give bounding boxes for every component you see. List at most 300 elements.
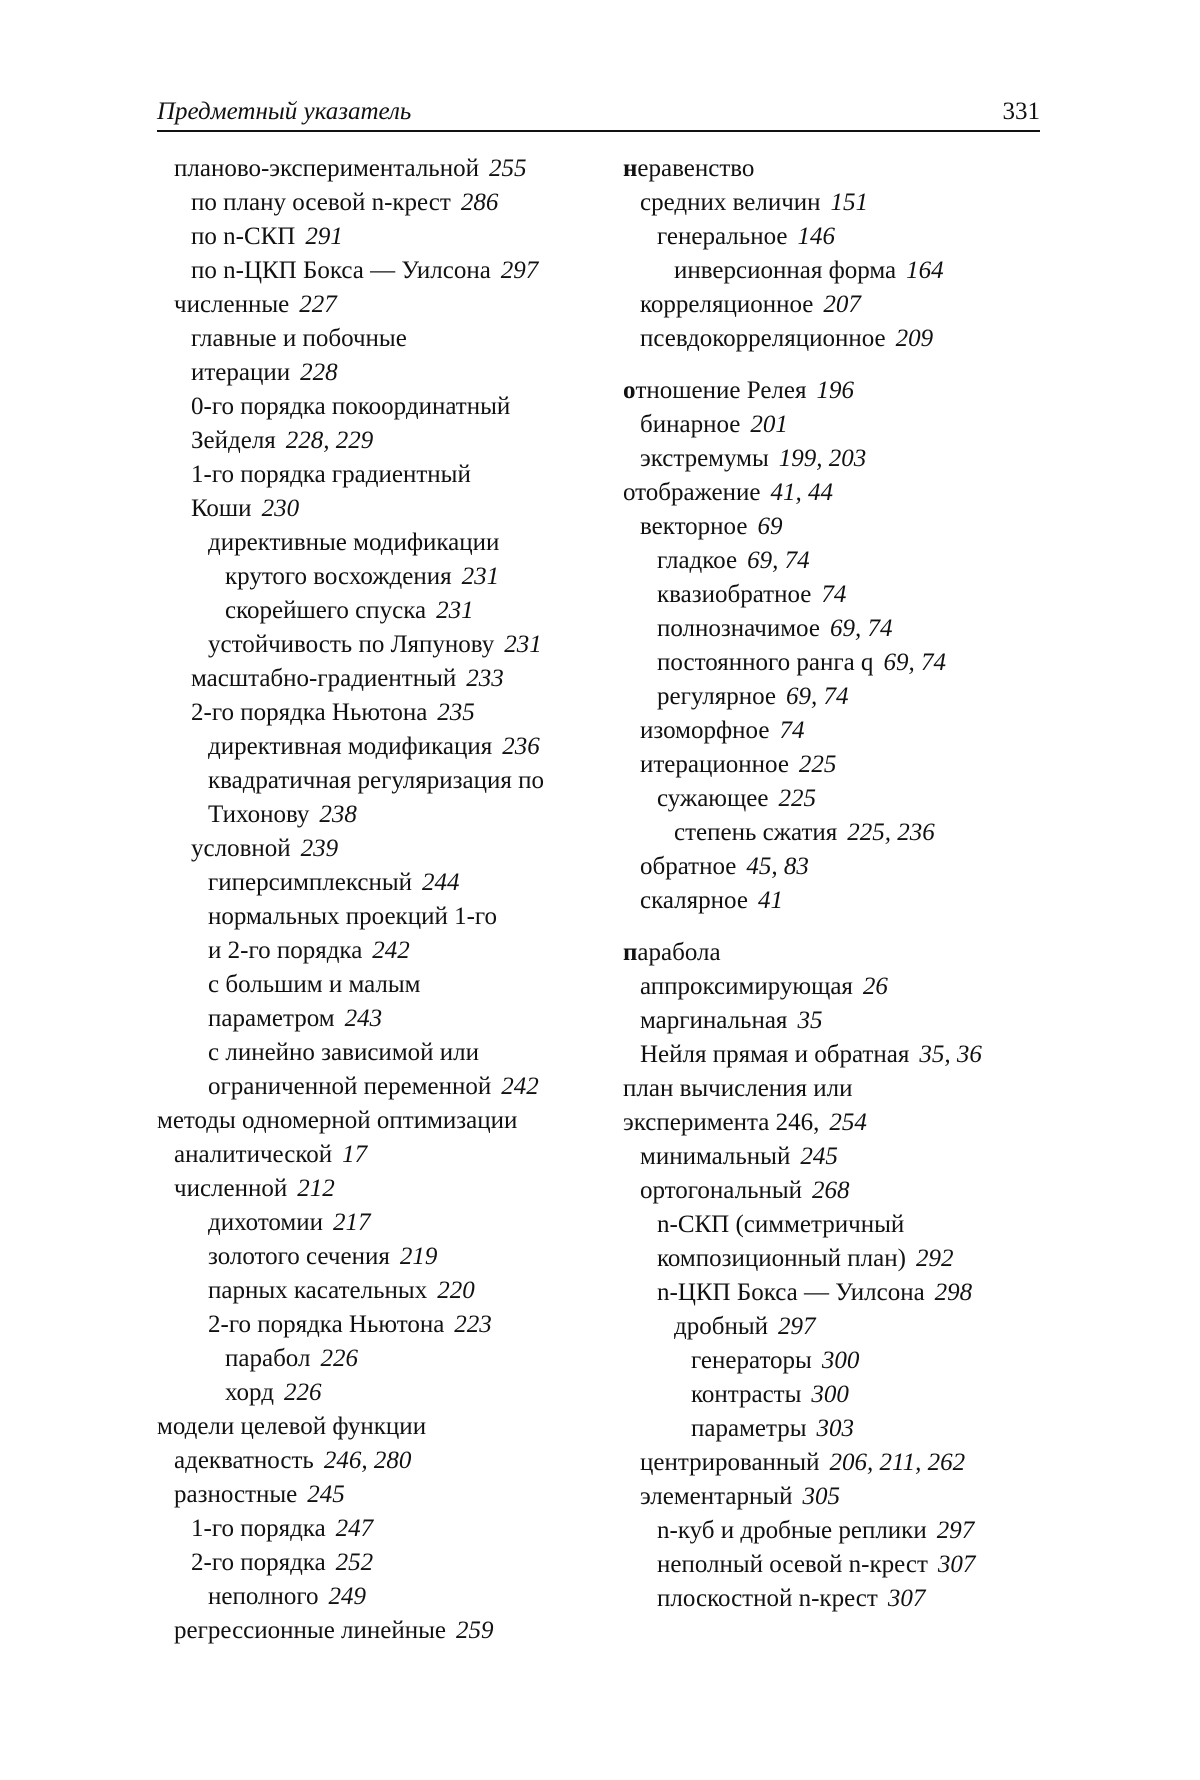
- index-term-text: парабол: [225, 1345, 311, 1372]
- index-term-text: модели целевой функции: [157, 1413, 427, 1440]
- index-term: [623, 377, 807, 404]
- index-term: [208, 1073, 491, 1100]
- index-term-text: хорд: [225, 1379, 274, 1406]
- index-page-refs: 164: [906, 257, 944, 284]
- index-term-text: еравенство: [637, 155, 755, 182]
- index-term: [640, 1177, 802, 1204]
- index-term: [623, 1109, 819, 1136]
- index-term-text: методы одномерной оптимизации: [157, 1107, 518, 1134]
- index-entry: [623, 1412, 1043, 1446]
- index-term: [191, 427, 276, 454]
- index-entry: [623, 1310, 1043, 1344]
- index-term: [191, 699, 427, 726]
- index-entry: [623, 476, 1043, 510]
- index-term: [640, 411, 740, 438]
- index-term: [640, 189, 821, 216]
- index-term: [640, 1449, 819, 1476]
- index-term-text: квадратичная регуляризация по: [208, 767, 544, 794]
- index-entry: [623, 850, 1043, 884]
- index-entry: [157, 1410, 597, 1444]
- index-term: [640, 1143, 790, 1170]
- index-page-refs: 245: [800, 1143, 838, 1170]
- index-page-refs: 292: [915, 1245, 954, 1272]
- index-entry: [157, 220, 597, 254]
- index-term-text: дихотомии: [208, 1209, 324, 1236]
- index-term-text: элементарный: [640, 1483, 793, 1510]
- index-entry: [157, 186, 597, 220]
- index-term-text: Зейделя: [191, 427, 276, 454]
- index-page-refs: 17: [342, 1141, 368, 1168]
- index-entry: [157, 730, 597, 764]
- index-term-text: изоморфное: [640, 717, 770, 744]
- index-term: [208, 971, 421, 998]
- index-page-refs: 243: [344, 1005, 383, 1032]
- index-entry: [157, 1138, 597, 1172]
- index-term: [174, 1617, 446, 1644]
- index-term-text: тношение Релея: [635, 377, 807, 404]
- index-term-text: директивная модификация: [208, 733, 493, 760]
- index-entry: [157, 594, 597, 628]
- index-page-refs: 226: [283, 1379, 322, 1406]
- index-term-text: с большим и малым: [208, 971, 421, 998]
- index-entry: [623, 680, 1043, 714]
- index-term: [191, 223, 295, 250]
- index-entry: [623, 1582, 1043, 1616]
- index-term-text: численной: [174, 1175, 288, 1202]
- index-term: [623, 1075, 853, 1102]
- index-term: [191, 835, 291, 862]
- index-term: [657, 785, 768, 812]
- index-page-refs: 225: [778, 785, 816, 812]
- index-term: [191, 1515, 326, 1542]
- index-page-refs: 207: [823, 291, 861, 318]
- index-term: [174, 291, 289, 318]
- index-page-refs: 69, 74: [883, 649, 946, 676]
- index-page-refs: 231: [504, 631, 542, 658]
- index-term: [208, 1311, 444, 1338]
- index-term: [225, 597, 426, 624]
- index-column-right: [623, 152, 1043, 1616]
- index-term: [225, 563, 452, 590]
- index-entry: [157, 560, 597, 594]
- index-term: [640, 751, 789, 778]
- index-page-refs: 303: [816, 1415, 855, 1442]
- index-entry: [157, 458, 597, 492]
- index-term: [623, 155, 754, 182]
- running-header-title: Предметный указатель: [157, 98, 412, 125]
- index-page-refs: 305: [802, 1483, 841, 1510]
- index-term-text: по плану осевой n-крест: [191, 189, 451, 216]
- index-term-text: условной: [191, 835, 291, 862]
- index-term: [208, 937, 362, 964]
- index-page-refs: 291: [305, 223, 343, 250]
- index-page-refs: 35: [797, 1007, 823, 1034]
- index-page-refs: 297: [778, 1313, 816, 1340]
- index-term-text: гладкое: [657, 547, 738, 574]
- index-term-text: бинарное: [640, 411, 741, 438]
- index-term-text: маргинальная: [640, 1007, 788, 1034]
- index-page-refs: 252: [335, 1549, 374, 1576]
- index-term: [208, 733, 492, 760]
- index-entry: [157, 1444, 597, 1478]
- index-page-refs: 235: [437, 699, 475, 726]
- index-entry: [157, 390, 597, 424]
- index-term-text: композиционный план): [657, 1245, 906, 1272]
- index-term-text: генераторы: [691, 1347, 812, 1374]
- index-entry: [157, 900, 597, 934]
- index-term: [191, 257, 491, 284]
- index-page-refs: 242: [372, 937, 410, 964]
- index-entry: [623, 254, 1043, 288]
- index-term: [191, 665, 456, 692]
- index-term-text: по n-СКП: [191, 223, 296, 250]
- index-term-text: устойчивость по Ляпунову: [208, 631, 495, 658]
- index-term-text: инверсионная форма: [674, 257, 897, 284]
- index-term: [623, 479, 760, 506]
- index-page-refs: 69, 74: [786, 683, 849, 710]
- index-entry: [157, 1580, 597, 1614]
- running-header: [157, 92, 1040, 132]
- index-entry: [157, 1614, 597, 1648]
- index-entry: [157, 1546, 597, 1580]
- index-page-refs: 212: [297, 1175, 335, 1202]
- index-entry: [157, 1308, 597, 1342]
- index-entry: [157, 696, 597, 730]
- index-page-refs: 201: [750, 411, 788, 438]
- index-entry: [623, 186, 1043, 220]
- index-term: [208, 1277, 427, 1304]
- index-term: [674, 257, 896, 284]
- index-term-text: 2-го порядка Ньютона: [191, 699, 428, 726]
- index-term: [225, 1345, 310, 1372]
- index-term: [191, 393, 510, 420]
- index-term-text: итерации: [191, 359, 291, 386]
- index-term: [174, 155, 479, 182]
- index-term: [657, 1211, 904, 1238]
- index-term: [191, 461, 471, 488]
- index-term-text: итерационное: [640, 751, 789, 778]
- index-term-text: параметры: [691, 1415, 807, 1442]
- index-page-refs: 230: [261, 495, 300, 522]
- index-page-refs: 225, 236: [847, 819, 935, 846]
- index-term: [640, 1041, 909, 1068]
- index-term: [657, 1245, 906, 1272]
- index-term-text: нормальных проекций 1-го: [208, 903, 498, 930]
- index-term: [657, 1517, 927, 1544]
- index-term: [674, 819, 837, 846]
- index-term-text: крутого восхождения: [225, 563, 452, 590]
- index-entry: [623, 1038, 1043, 1072]
- index-entry: [623, 1378, 1043, 1412]
- index-page-refs: 297: [500, 257, 539, 284]
- index-term-text: ортогональный: [640, 1177, 803, 1204]
- index-entry: [157, 662, 597, 696]
- index-term-text: 1-го порядка градиентный: [191, 461, 471, 488]
- index-term: [657, 1585, 878, 1612]
- index-page-refs: 45, 83: [746, 853, 809, 880]
- index-term-text: 2-го порядка Ньютона: [208, 1311, 445, 1338]
- index-entry: [623, 1004, 1043, 1038]
- index-term: [208, 1005, 335, 1032]
- index-term-initial: п: [623, 939, 638, 966]
- index-page-refs: 300: [821, 1347, 860, 1374]
- index-page-refs: 255: [488, 155, 527, 182]
- index-entry: [623, 1514, 1043, 1548]
- index-term: [623, 939, 721, 966]
- index-page-refs: 41: [757, 887, 783, 914]
- index-term-text: ограниченной переменной: [208, 1073, 492, 1100]
- index-term-text: гиперсимплексный: [208, 869, 413, 896]
- index-term-text: скорейшего спуска: [225, 597, 427, 624]
- index-page-refs: 259: [456, 1617, 494, 1644]
- index-entry: [157, 1274, 597, 1308]
- index-term: [191, 495, 252, 522]
- index-term: [157, 1107, 517, 1134]
- index-term-text: векторное: [640, 513, 748, 540]
- index-page-refs: 233: [466, 665, 504, 692]
- index-entry: [623, 970, 1043, 1004]
- index-entry: [623, 544, 1043, 578]
- index-entry: [623, 884, 1043, 918]
- index-term-text: неполный осевой n-крест: [657, 1551, 928, 1578]
- index-page-refs: 298: [934, 1279, 973, 1306]
- index-entry: [623, 1140, 1043, 1174]
- index-page-refs: 151: [830, 189, 869, 216]
- index-entry: [623, 1480, 1043, 1514]
- index-term-text: аналитической: [174, 1141, 333, 1168]
- index-entry: [623, 1208, 1043, 1242]
- index-page-refs: 69, 74: [829, 615, 893, 642]
- index-term-initial: н: [623, 155, 638, 182]
- page-number: 331: [1002, 98, 1040, 125]
- index-term-text: скалярное: [640, 887, 748, 914]
- index-term: [191, 325, 407, 352]
- index-entry: [157, 356, 597, 390]
- index-term: [674, 1313, 768, 1340]
- index-term-text: экстремумы: [640, 445, 769, 472]
- index-entry: [623, 322, 1043, 356]
- index-term-text: главные и побочные: [191, 325, 407, 352]
- index-term-text: n-СКП (симметричный: [657, 1211, 905, 1238]
- index-term: [208, 1039, 479, 1066]
- index-entry: [623, 612, 1043, 646]
- index-term-text: 1-го порядка: [191, 1515, 326, 1542]
- index-term: [191, 1549, 326, 1576]
- index-entry: [623, 408, 1043, 442]
- index-page-refs: 220: [437, 1277, 475, 1304]
- index-page-refs: 244: [422, 869, 460, 896]
- index-term-text: параметром: [208, 1005, 335, 1032]
- index-term: [157, 1413, 426, 1440]
- index-term-text: план вычисления или: [623, 1075, 853, 1102]
- index-term-text: обратное: [640, 853, 737, 880]
- index-page-refs: 69, 74: [747, 547, 810, 574]
- index-page-refs: 35, 36: [919, 1041, 982, 1068]
- index-entry: [157, 832, 597, 866]
- index-entry: [623, 1446, 1043, 1480]
- index-term: [657, 1279, 925, 1306]
- index-entry: [157, 1002, 597, 1036]
- index-term: [640, 853, 736, 880]
- index-term: [208, 1243, 390, 1270]
- index-entry: [623, 816, 1043, 850]
- index-entry: [623, 748, 1043, 782]
- index-term: [640, 717, 769, 744]
- index-term: [208, 1583, 319, 1610]
- index-term-text: Нейля прямая и обратная: [640, 1041, 910, 1068]
- index-term: [657, 547, 737, 574]
- index-page-refs: 231: [436, 597, 474, 624]
- index-term-text: постоянного ранга q: [657, 649, 874, 676]
- index-page-refs: 297: [936, 1517, 975, 1544]
- index-page-refs: 225: [798, 751, 837, 778]
- index-page-refs: 41, 44: [770, 479, 833, 506]
- index-term-text: золотого сечения: [208, 1243, 390, 1270]
- index-term: [208, 903, 497, 930]
- index-term-text: Коши: [191, 495, 252, 522]
- index-page-refs: 238: [319, 801, 357, 828]
- index-term-text: дробный: [674, 1313, 768, 1340]
- index-term: [640, 887, 748, 914]
- index-page-refs: 242: [501, 1073, 539, 1100]
- index-term-text: адекватность: [174, 1447, 314, 1474]
- index-term-text: плоскостной n-крест: [657, 1585, 878, 1612]
- index-entry: [157, 1036, 597, 1070]
- index-entry: [623, 510, 1043, 544]
- index-page-refs: 196: [816, 377, 854, 404]
- index-entry: [157, 628, 597, 662]
- index-term-text: директивные модификации: [208, 529, 500, 556]
- index-page-refs: 268: [812, 1177, 850, 1204]
- index-entry: [157, 1376, 597, 1410]
- index-term-text: неполного: [208, 1583, 319, 1610]
- index-term-text: планово-экспериментальной: [174, 155, 479, 182]
- index-term: [657, 683, 776, 710]
- index-entry: [157, 764, 597, 798]
- index-entry: [157, 526, 597, 560]
- index-term: [191, 359, 290, 386]
- index-page-refs: 69: [757, 513, 783, 540]
- index-page-refs: 231: [461, 563, 500, 590]
- index-entry: [623, 288, 1043, 322]
- index-term: [691, 1381, 801, 1408]
- index-term: [225, 1379, 274, 1406]
- index-term-text: по n-ЦКП Бокса — Уилсона: [191, 257, 491, 284]
- index-entry: [157, 1342, 597, 1376]
- index-term: [174, 1175, 287, 1202]
- index-term-text: степень сжатия: [674, 819, 838, 846]
- index-entry: [623, 374, 1043, 408]
- index-term-text: 0-го порядка покоординатный: [191, 393, 511, 420]
- index-term-text: регулярное: [657, 683, 777, 710]
- index-term: [657, 581, 811, 608]
- index-term: [657, 615, 820, 642]
- index-entry: [157, 1512, 597, 1546]
- index-term: [691, 1347, 812, 1374]
- index-term-text: и 2-го порядка: [208, 937, 363, 964]
- index-term: [208, 1209, 323, 1236]
- index-entry: [623, 782, 1043, 816]
- index-entry: [623, 1174, 1043, 1208]
- index-page-refs: 199, 203: [778, 445, 867, 472]
- index-term-text: парных касательных: [208, 1277, 428, 1304]
- index-page-refs: 249: [328, 1583, 367, 1610]
- index-entry: [157, 1478, 597, 1512]
- index-entry: [157, 1070, 597, 1104]
- index-term-text: эксперимента 246,: [623, 1109, 820, 1136]
- index-term: [174, 1141, 332, 1168]
- index-page-refs: 209: [895, 325, 934, 352]
- index-term-text: псевдокорреляционное: [640, 325, 886, 352]
- index-term-text: контрасты: [691, 1381, 802, 1408]
- index-page-refs: 227: [299, 291, 337, 318]
- index-entry: [623, 152, 1043, 186]
- index-entry: [623, 220, 1043, 254]
- index-page-refs: 206, 211, 262: [829, 1449, 966, 1476]
- index-page-refs: 239: [300, 835, 339, 862]
- index-term: [208, 529, 499, 556]
- index-term-text: центрированный: [640, 1449, 820, 1476]
- index-term-text: минимальный: [640, 1143, 791, 1170]
- index-entry: [157, 492, 597, 526]
- index-page-refs: 217: [333, 1209, 371, 1236]
- index-term: [640, 513, 747, 540]
- index-page-refs: 300: [811, 1381, 849, 1408]
- index-entry: [623, 1548, 1043, 1582]
- index-term: [208, 869, 412, 896]
- index-entry: [623, 1106, 1043, 1140]
- index-term: [640, 445, 769, 472]
- index-entry: [623, 1242, 1043, 1276]
- index-term: [640, 325, 886, 352]
- index-term: [640, 1007, 787, 1034]
- index-term-text: 2-го порядка: [191, 1549, 326, 1576]
- index-term: [691, 1415, 807, 1442]
- index-term-text: разностные: [174, 1481, 298, 1508]
- index-entry: [157, 254, 597, 288]
- index-entry: [623, 1276, 1043, 1310]
- index-term-initial: о: [623, 377, 636, 404]
- index-entry: [157, 866, 597, 900]
- index-page-refs: 223: [454, 1311, 492, 1338]
- index-term: [640, 973, 853, 1000]
- index-term: [657, 649, 873, 676]
- index-entry: [623, 714, 1043, 748]
- index-column-left: [157, 152, 597, 1648]
- index-term-text: корреляционное: [640, 291, 814, 318]
- index-page-refs: 254: [829, 1109, 867, 1136]
- index-entry: [623, 646, 1043, 680]
- index-page-refs: 228, 229: [285, 427, 374, 454]
- index-term-text: сужающее: [657, 785, 769, 812]
- index-entry: [157, 1206, 597, 1240]
- index-term-text: n-куб и дробные реплики: [657, 1517, 927, 1544]
- index-term-text: отображение: [623, 479, 761, 506]
- index-term-text: с линейно зависимой или: [208, 1039, 479, 1066]
- index-term: [640, 291, 813, 318]
- index-entry: [157, 934, 597, 968]
- index-entry: [157, 1172, 597, 1206]
- index-term: [174, 1481, 297, 1508]
- index-page-refs: 74: [821, 581, 847, 608]
- index-term: [657, 223, 787, 250]
- index-entry: [157, 152, 597, 186]
- index-term: [640, 1483, 793, 1510]
- index-entry: [157, 798, 597, 832]
- index-page-refs: 74: [779, 717, 805, 744]
- index-term: [208, 801, 309, 828]
- index-page-refs: 146: [797, 223, 835, 250]
